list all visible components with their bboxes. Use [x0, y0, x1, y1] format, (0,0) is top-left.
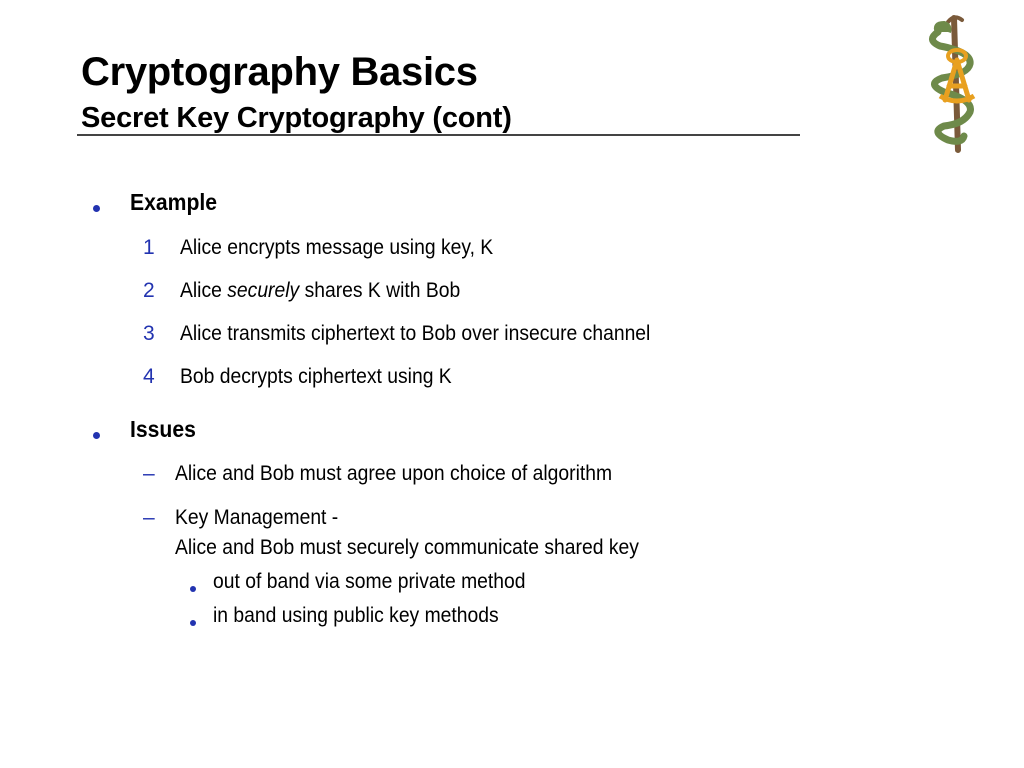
step-number: 2	[143, 279, 155, 302]
step-text-before: Alice	[180, 279, 228, 302]
slide-subtitle: Secret Key Cryptography (cont)	[81, 102, 512, 134]
step-text-after: shares K with Bob	[299, 279, 461, 302]
issues-heading: Issues	[130, 416, 196, 442]
sub-item-text: out of band via some private method	[213, 570, 526, 593]
step-text: Alice encrypts message using key, K	[180, 236, 494, 259]
step-text	[180, 279, 460, 303]
issue-text-line1: Key Management -	[175, 506, 339, 529]
dash-bullet: –	[143, 462, 155, 485]
bullet-icon	[190, 586, 196, 592]
step-text: Alice transmits ciphertext to Bob over insecure channel	[180, 322, 651, 345]
step-number: 4	[143, 365, 155, 388]
step-text: Bob decrypts ciphertext using K	[180, 365, 452, 388]
issue-text-line2: Alice and Bob must securely communicate shared key	[175, 536, 639, 559]
dash-bullet: –	[143, 506, 155, 529]
bullet-icon	[93, 205, 100, 212]
bullet-icon	[190, 620, 196, 626]
issue-text: Alice and Bob must agree upon choice of algorithm	[175, 462, 613, 485]
slide-title: Cryptography Basics	[81, 50, 478, 94]
step-number: 3	[143, 322, 155, 345]
example-heading: Example	[130, 189, 218, 215]
sub-item-text: in band using public key methods	[213, 604, 499, 627]
step-text-emphasis: securely	[227, 279, 300, 302]
step-number: 1	[143, 236, 155, 259]
bullet-icon	[93, 432, 100, 439]
